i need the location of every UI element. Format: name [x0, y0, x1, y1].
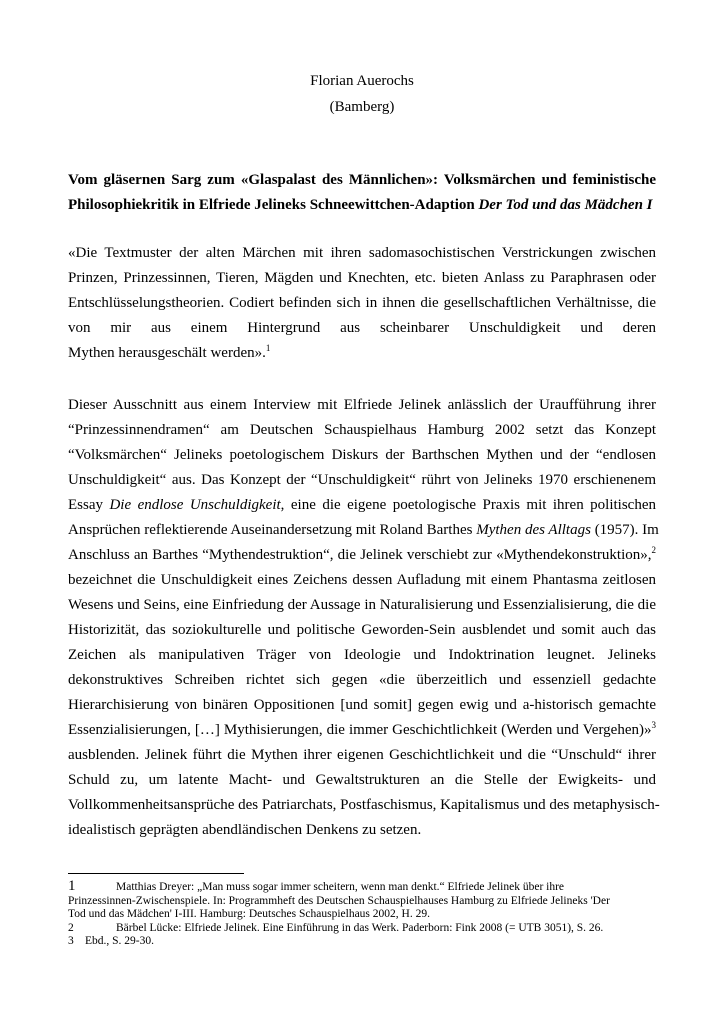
paragraph-line: Historizität, das soziokulturelle und politische Geworden-Sein ausblendet und somit auch das [68, 622, 656, 638]
footnote-number: 1 [68, 878, 76, 894]
quote-line-text: Mythen herausgeschält werden». [68, 345, 266, 361]
title-work-name: Der Tod und das Mädchen I [478, 197, 653, 213]
paragraph-line: Unschuldigkeit“ aus. Das Konzept der “Unschuldigkeit“ rührt von Jelineks 1970 erschienenem [68, 472, 656, 488]
quote-line: von mir aus einem Hintergrund aus scheinbarer Unschuldigkeit und deren [68, 320, 656, 336]
paragraph-line [68, 718, 656, 743]
footnote-text: Bärbel Lücke: Elfriede Jelinek. Eine Einführung in das Werk. Paderborn: Fink 2008 (= UTB 3051), S. 26. [116, 921, 604, 934]
quote-line: Entschlüsselungstheorien. Codiert befinden sich in ihnen die gesellschaftlichen Verhältnisse, die [68, 295, 656, 311]
paragraph-line [68, 543, 656, 568]
footnote-ref-3[interactable]: 3 [651, 720, 656, 730]
paragraph-text: Ansprüchen reflektierende Auseinandersetzung mit Roland Barthes [68, 522, 477, 538]
paper-title [68, 168, 656, 218]
footnote-3 [68, 935, 656, 949]
paragraph-line [68, 493, 656, 518]
footnote-divider [68, 873, 244, 874]
paragraph-line: Vollkommenheitsansprüche des Patriarchats, Postfaschismus, Kapitalismus und des metaphysisch- [68, 797, 660, 813]
work-title-italic: Mythen des Alltags [476, 522, 591, 538]
author-affiliation: (Bamberg) [329, 99, 395, 115]
footnote-2 [68, 922, 656, 936]
paragraph-line: “Prinzessinnendramen“ am Deutschen Schauspielhaus Hamburg 2002 setzt das Konzept [68, 422, 656, 438]
work-title-italic: Die endlose Unschuldigkeit [109, 497, 281, 513]
paragraph-line: dekonstruktives Schreiben richtet sich gegen «die überzeitlich und essenziell gedachte [68, 672, 656, 688]
footnote-1-continued: Prinzessinnen-Zwischenspiele. In: Programmheft des Deutschen Schauspielhauses Hamburg zu Elfriede Jelineks 'Der [68, 894, 610, 907]
footnote-ref-2[interactable]: 2 [651, 545, 656, 555]
paragraph-line: bezeichnet die Unschuldigkeit eines Zeichens dessen Aufladung mit einem Phantasma zeitlosen [68, 572, 656, 588]
main-paragraph [68, 393, 660, 843]
paragraph-line: ausblenden. Jelinek führt die Mythen ihrer eigenen Geschichtlichkeit und die “Unschuld“ ihrer [68, 747, 656, 763]
footnote-ref-1[interactable]: 1 [265, 343, 271, 353]
paragraph-text: Essenzialisierungen, […] Mythisierungen, die immer Geschichtlichkeit (Werden und Vergehen)» [68, 722, 652, 738]
paragraph-line: Zeichen als manipulativen Träger von Ideologie und Indoktrination leugnet. Jelineks [68, 647, 656, 663]
title-line-1: Vom gläsernen Sarg zum «Glaspalast des Männlichen»: Volksmärchen und feministische [68, 172, 656, 188]
paragraph-line: Hierarchisierung von binären Oppositionen [und somit] gegen ewig und a-historisch gemachte [68, 697, 656, 713]
paragraph-text: Essay [68, 497, 110, 513]
footnote-text: Matthias Dreyer: „Man muss sogar immer scheitern, wenn man denkt.“ Elfriede Jelinek über ihre [116, 881, 565, 893]
paragraph-text: , eine die eigene poetologische Praxis mit ihren politischen [280, 497, 656, 513]
paragraph-text: Anschluss an Barthes “Mythendestruktion“, die Jelinek verschiebt zur «Mythendekonstruktion», [68, 547, 652, 563]
author-block [0, 68, 724, 120]
paragraph-line-last: idealistisch geprägten abendländischen Denkens zu setzen. [68, 822, 422, 838]
footnote-1 [68, 880, 656, 895]
footnote-number: 3 [68, 935, 74, 947]
paragraph-line: “Volksmärchen“ Jelineks poetologischem Diskurs der Barthschen Mythen und der “endlosen [68, 447, 656, 463]
quote-line: Prinzen, Prinzessinnen, Tieren, Mägden und Knechten, etc. bieten Anlass zu Paraphrasen oder [68, 270, 656, 286]
paragraph-line [68, 518, 659, 543]
paragraph-text: (1957). Im [590, 522, 659, 538]
paragraph-line: Dieser Ausschnitt aus einem Interview mit Elfriede Jelinek anlässlich der Uraufführung ihrer [68, 397, 656, 413]
quote-line: «Die Textmuster der alten Märchen mit ihren sadomasochistischen Verstrickungen zwischen [68, 245, 656, 261]
title-line-2 [68, 193, 656, 218]
footnotes [68, 880, 656, 949]
footnote-number: 2 [68, 921, 74, 934]
author-name: Florian Auerochs [310, 73, 414, 89]
opening-quote [68, 241, 656, 366]
title-line-2-text: Philosophiekritik in Elfriede Jelineks Schneewittchen-Adaption [68, 197, 479, 213]
paragraph-line: Wesens und Seins, eine Einfriedung der Aussage in Naturalisierung und Essenzialisierung, die die [68, 597, 656, 613]
paragraph-line: Schuld zu, um latente Macht- und Gewaltstrukturen an die Stelle der Ewigkeits- und [68, 772, 656, 788]
footnote-1-continued: Tod und das Mädchen' I-III. Hamburg: Deutsches Schauspielhaus 2002, H. 29. [68, 908, 430, 920]
footnote-text: Ebd., S. 29-30. [85, 935, 154, 947]
quote-line-last [68, 341, 656, 366]
